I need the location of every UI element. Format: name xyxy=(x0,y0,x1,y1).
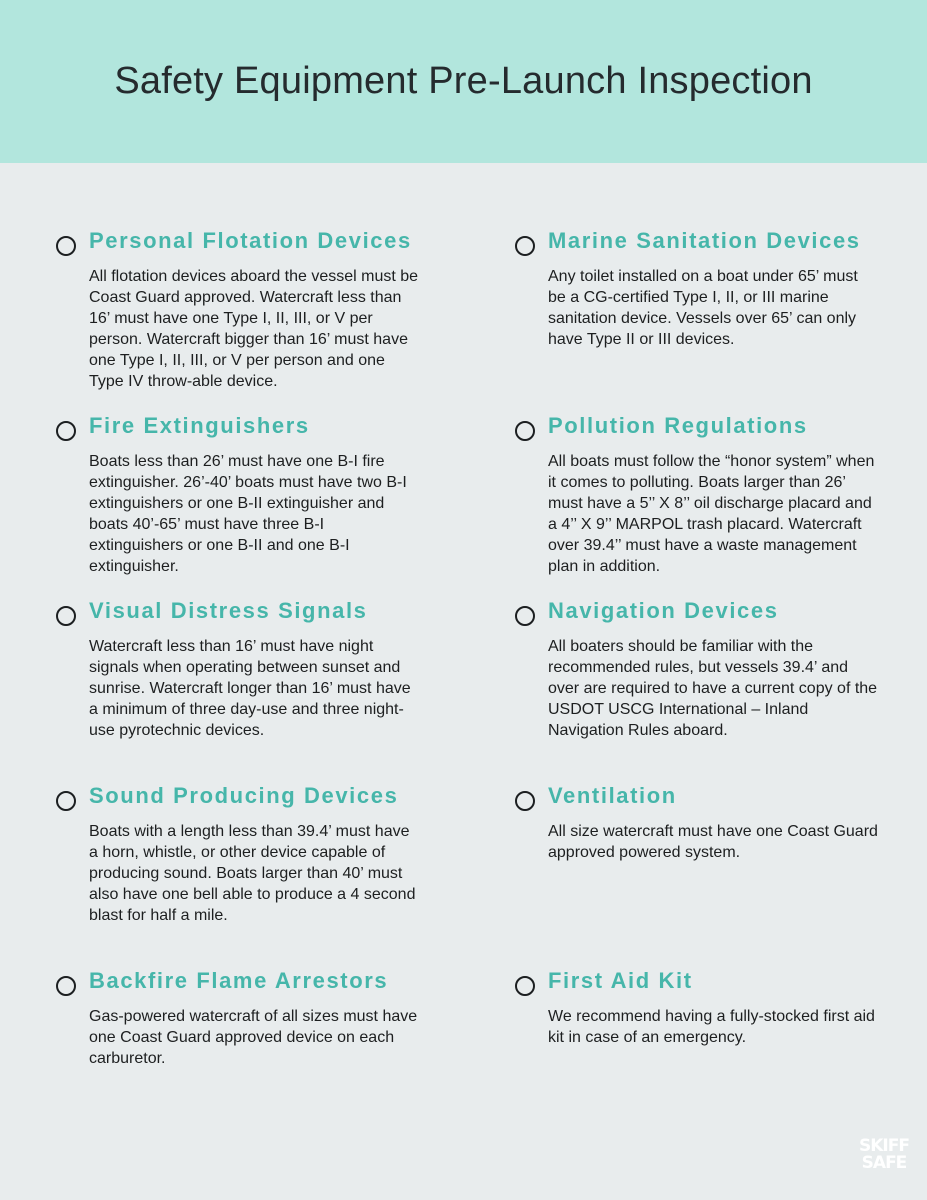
item-title: Ventilation xyxy=(548,783,677,808)
checklist-item-backfire-flame-arrestors xyxy=(56,968,418,1069)
checklist-item-sound-producing-devices xyxy=(56,783,416,926)
item-description: Gas-powered watercraft of all sizes must have one Coast Guard approved device on each carburetor. xyxy=(89,1008,418,1067)
checklist-item-fire-extinguishers xyxy=(56,413,407,577)
item-title: Pollution Regulations xyxy=(548,413,808,438)
checkbox-circle-icon[interactable] xyxy=(515,606,535,626)
item-title: Personal Flotation Devices xyxy=(89,228,412,253)
item-title: First Aid Kit xyxy=(548,968,693,993)
item-description: All boats must follow the “honor system” when it comes to polluting. Boats larger than 26’ must have a 5’’ X 8’’ oil discharge placard and a 4’’ X 9’’ MARPOL trash placard. Watercraft over 39.4’’ must have a waste management plan in addition. xyxy=(548,453,875,575)
checkbox-circle-icon[interactable] xyxy=(515,236,535,256)
checkbox-circle-icon[interactable] xyxy=(56,976,76,996)
checkbox-circle-icon[interactable] xyxy=(56,791,76,811)
checklist-item-visual-distress-signals xyxy=(56,598,411,741)
checklist-item-first-aid-kit xyxy=(515,968,875,1048)
checklist-item-marine-sanitation-devices xyxy=(515,228,865,350)
item-title: Visual Distress Signals xyxy=(89,598,368,623)
skiffsafe-logo-icon xyxy=(857,1138,911,1172)
checklist-item-personal-flotation-devices xyxy=(56,228,419,392)
checkbox-circle-icon[interactable] xyxy=(56,606,76,626)
item-description: We recommend having a fully-stocked first aid kit in case of an emergency. xyxy=(548,1008,875,1046)
item-description: Any toilet installed on a boat under 65’ must be a CG-certified Type I, II, or III marine sanitation device. Vessels over 65’ can only have Type II or III devices. xyxy=(548,268,858,348)
logo-line-2: SAFE xyxy=(861,1153,907,1173)
page-title: Safety Equipment Pre-Launch Inspection xyxy=(114,60,813,102)
item-title: Backfire Flame Arrestors xyxy=(89,968,389,993)
checkbox-circle-icon[interactable] xyxy=(515,421,535,441)
item-description: Watercraft less than 16’ must have night signals when operating between sunset and sunrise. Watercraft longer than 16’ must have a minimum of three day-use and three night-use pyrotechnic devices. xyxy=(89,638,411,739)
checklist-item-navigation-devices xyxy=(515,598,878,741)
checkbox-circle-icon[interactable] xyxy=(515,976,535,996)
item-description: Boats with a length less than 39.4’ must have a horn, whistle, or other device capable of producing sound. Boats larger than 40’ must also have one bell able to produce a 4 second blast for half a mile. xyxy=(89,823,416,924)
checklist-item-pollution-regulations xyxy=(515,413,875,577)
item-title: Fire Extinguishers xyxy=(89,413,310,438)
item-title: Marine Sanitation Devices xyxy=(548,228,861,253)
checkbox-circle-icon[interactable] xyxy=(515,791,535,811)
item-description: All boaters should be familiar with the recommended rules, but vessels 39.4’ and over are required to have a current copy of the USDOT USCG International – Inland Navigation Rules aboard. xyxy=(548,638,878,739)
item-description: All size watercraft must have one Coast Guard approved powered system. xyxy=(548,823,878,861)
item-description: Boats less than 26’ must have one B-I fire extinguisher. 26’-40’ boats must have two B-I extinguishers or one B-II extinguisher and boats 40’-65’ must have three B-I extinguishers or one B-II and one B-I extinguisher. xyxy=(89,453,407,575)
item-title: Sound Producing Devices xyxy=(89,783,399,808)
item-description: All flotation devices aboard the vessel must be Coast Guard approved. Watercraft less than 16’ must have one Type I, II, III, or V per person. Watercraft bigger than 16’ must have one Type I, II, III, or V per person and one Type IV throw-able device. xyxy=(89,268,419,390)
checkbox-circle-icon[interactable] xyxy=(56,236,76,256)
checklist-item-ventilation xyxy=(515,783,878,863)
header-banner xyxy=(0,0,927,163)
item-title: Navigation Devices xyxy=(548,598,779,623)
checkbox-circle-icon[interactable] xyxy=(56,421,76,441)
logo-line-1: SKIFF xyxy=(859,1136,909,1156)
